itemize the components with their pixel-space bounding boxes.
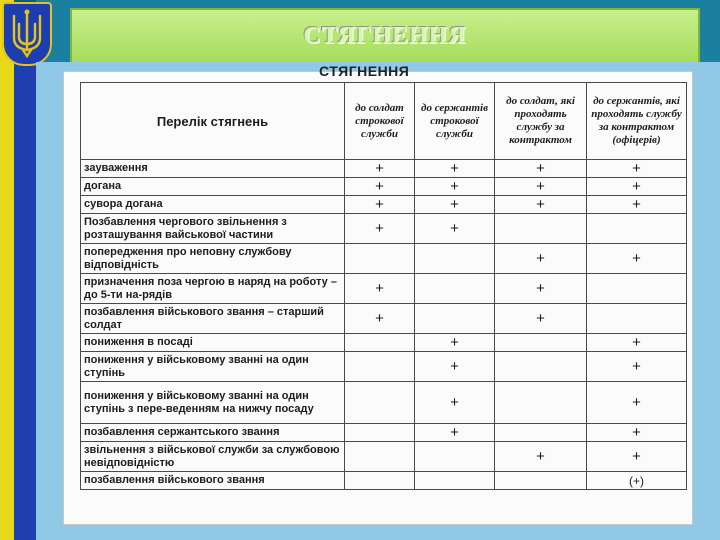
- penalty-label: позбавлення військового звання: [81, 472, 345, 490]
- penalty-label: пониження у військовому званні на один ступінь: [81, 352, 345, 382]
- applicability-cell: [587, 214, 687, 244]
- header-penalty-list: Перелік стягнень: [81, 83, 345, 160]
- left-yellow-bar: [0, 0, 14, 540]
- table-row: [81, 196, 687, 214]
- applicability-cell: +: [415, 196, 495, 214]
- applicability-cell: +: [587, 178, 687, 196]
- applicability-cell: [495, 472, 587, 490]
- penalty-label: попередження про неповну службову відповідність: [81, 244, 345, 274]
- applicability-cell: +: [587, 442, 687, 472]
- penalty-label: пониження в посаді: [81, 334, 345, 352]
- table-row: [81, 334, 687, 352]
- applicability-cell: [345, 442, 415, 472]
- table-header-row: [81, 83, 687, 160]
- applicability-cell: +: [587, 352, 687, 382]
- table-row: [81, 214, 687, 244]
- applicability-cell: +: [415, 334, 495, 352]
- applicability-cell: [345, 334, 415, 352]
- penalty-label: Позбавлення чергового звільнення з розташування вайськової частини: [81, 214, 345, 244]
- penalties-table: [80, 82, 687, 490]
- applicability-cell: [495, 352, 587, 382]
- applicability-cell: +: [495, 196, 587, 214]
- table-row: [81, 178, 687, 196]
- table-row: [81, 244, 687, 274]
- table-row: [81, 304, 687, 334]
- header-column: до солдат строкової служби: [345, 83, 415, 160]
- applicability-cell: [345, 352, 415, 382]
- document-scan: [64, 63, 692, 524]
- applicability-cell: +: [345, 160, 415, 178]
- applicability-cell: [495, 334, 587, 352]
- slide-title: СТЯГНЕННЯ: [303, 22, 467, 49]
- applicability-cell: +: [587, 160, 687, 178]
- applicability-cell: +: [587, 334, 687, 352]
- penalty-label: звільнення з військової служби за службовою невідповідністю: [81, 442, 345, 472]
- left-blue-bar: [14, 62, 36, 540]
- applicability-cell: [345, 424, 415, 442]
- applicability-cell: [415, 244, 495, 274]
- document-heading: СТЯГНЕННЯ: [319, 63, 410, 79]
- table-row: [81, 352, 687, 382]
- applicability-cell: +: [345, 304, 415, 334]
- applicability-cell: (+): [587, 472, 687, 490]
- header-column: до сержантів, які проходять службу за контрактом (офіцерів): [587, 83, 687, 160]
- title-banner: [70, 8, 700, 64]
- applicability-cell: +: [415, 382, 495, 424]
- applicability-cell: +: [495, 304, 587, 334]
- applicability-cell: [415, 442, 495, 472]
- applicability-cell: +: [587, 244, 687, 274]
- applicability-cell: [345, 244, 415, 274]
- trident-coat-of-arms-icon: [2, 2, 52, 66]
- applicability-cell: [345, 382, 415, 424]
- penalty-label: сувора догана: [81, 196, 345, 214]
- header-column: до сержантів строкової служби: [415, 83, 495, 160]
- applicability-cell: +: [587, 424, 687, 442]
- applicability-cell: +: [345, 196, 415, 214]
- penalty-label: призначення поза чергою в наряд на роботу – до 5-ти на-рядів: [81, 274, 345, 304]
- applicability-cell: [495, 424, 587, 442]
- penalty-label: пониження у військовому званні на один ступінь з пере-веденням на нижчу посаду: [81, 382, 345, 424]
- applicability-cell: +: [415, 160, 495, 178]
- table-row: [81, 160, 687, 178]
- table-row: [81, 424, 687, 442]
- applicability-cell: +: [587, 382, 687, 424]
- penalty-label: зауваження: [81, 160, 345, 178]
- table-row: [81, 382, 687, 424]
- header-column: до солдат, які проходять службу за контрактом: [495, 83, 587, 160]
- applicability-cell: +: [495, 160, 587, 178]
- applicability-cell: +: [345, 178, 415, 196]
- applicability-cell: +: [587, 196, 687, 214]
- applicability-cell: [587, 304, 687, 334]
- applicability-cell: +: [345, 214, 415, 244]
- penalty-label: позбавлення військового звання – старший солдат: [81, 304, 345, 334]
- applicability-cell: +: [415, 178, 495, 196]
- table-row: [81, 442, 687, 472]
- applicability-cell: [345, 472, 415, 490]
- applicability-cell: +: [495, 178, 587, 196]
- applicability-cell: +: [415, 352, 495, 382]
- applicability-cell: [495, 214, 587, 244]
- applicability-cell: +: [495, 244, 587, 274]
- applicability-cell: +: [495, 274, 587, 304]
- table-row: [81, 472, 687, 490]
- applicability-cell: [495, 382, 587, 424]
- penalty-label: догана: [81, 178, 345, 196]
- applicability-cell: +: [415, 424, 495, 442]
- penalty-label: позбавлення сержантського звання: [81, 424, 345, 442]
- applicability-cell: [415, 304, 495, 334]
- applicability-cell: [587, 274, 687, 304]
- table-row: [81, 274, 687, 304]
- applicability-cell: [415, 472, 495, 490]
- applicability-cell: +: [495, 442, 587, 472]
- applicability-cell: +: [345, 274, 415, 304]
- applicability-cell: [415, 274, 495, 304]
- applicability-cell: +: [415, 214, 495, 244]
